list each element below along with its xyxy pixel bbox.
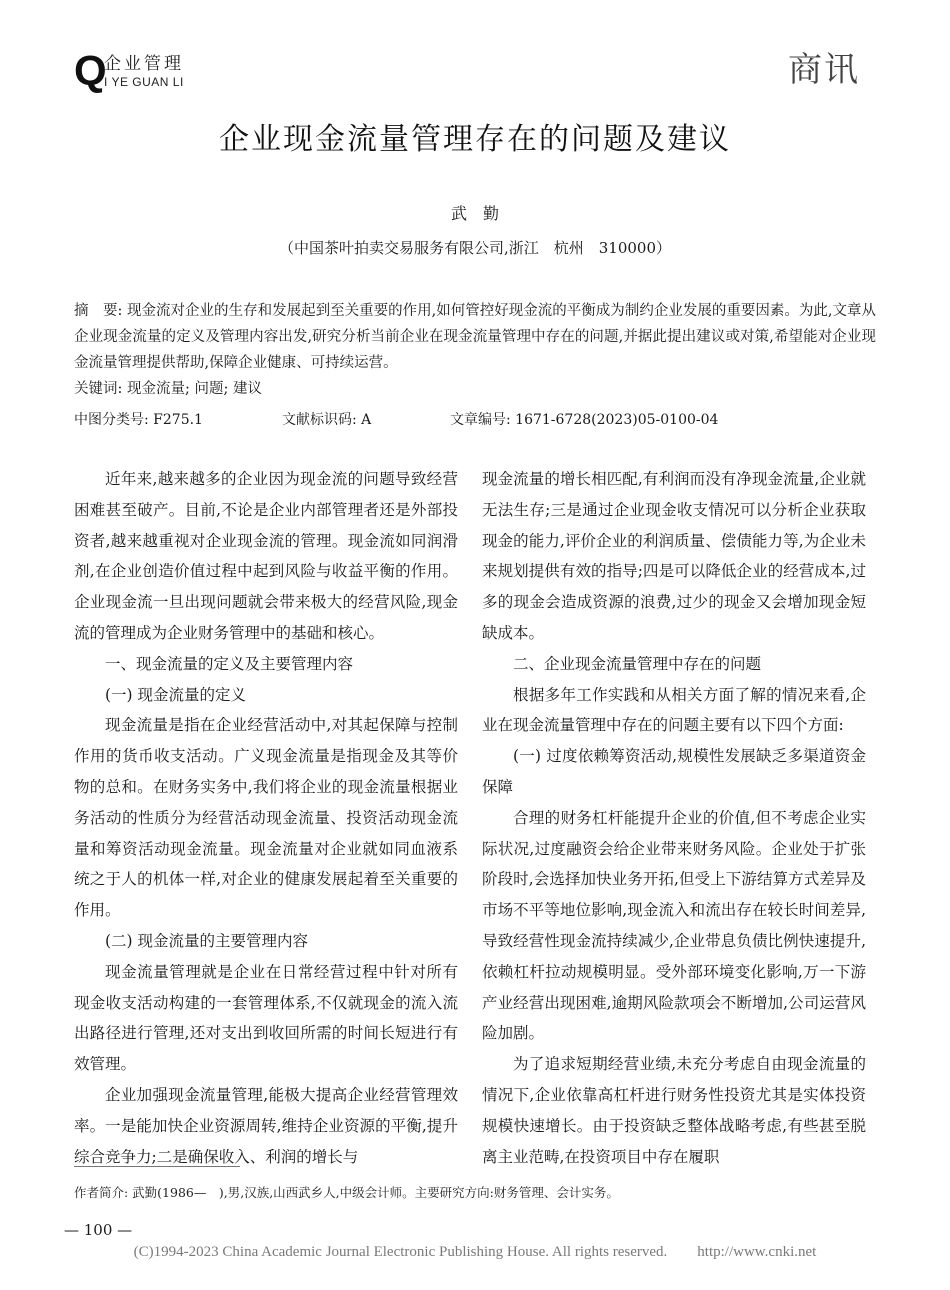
footnote-rule [74, 1166, 240, 1167]
paragraph: 现金流量的增长相匹配,有利润而没有净现金流量,企业就无法生存;三是通过企业现金收支情况可以分析企业获取现金的能力,评价企业的利润质量、偿债能力等,为企业未来规划提供有效的指导;四是可以降低企业的经营成本,过多的现金会造成资源的浪费,过少的现金又会增加现金短缺成本。 [482, 470, 866, 642]
article-number: 文章编号: 1671-6728(2023)05-0100-04 [450, 412, 719, 428]
abstract-label: 摘 要: [74, 303, 123, 319]
subsection-heading: (一) 过度依赖筹资活动,规模性发展缺乏多渠道资金保障 [482, 747, 866, 796]
body-column-left [74, 464, 458, 1172]
paragraph: 合理的财务杠杆能提升企业的价值,但不考虑企业实际状况,过度融资会给企业带来财务风险。企业处于扩张阶段时,会选择加快业务开拓,但受上下游结算方式差异及市场不平等地位影响,现金流入和流出存在较长时间差异,导致经营性现金流持续减少,企业带息负债比例快速提升,依赖杠杆拉动规模明显。受外部环境变化影响,万一下游产业经营出现困难,逾期风险款项会不断增加,公司运营风险加剧。 [482, 808, 866, 1043]
clc-number: 中图分类号: F275.1 [74, 412, 203, 428]
abstract-body [74, 298, 876, 376]
journal-logo-q: Q [74, 47, 107, 94]
article-title: 企业现金流量管理存在的问题及建议 [219, 122, 731, 157]
keywords [74, 376, 876, 402]
paragraph: 现金流量是指在企业经营活动中,对其起保障与控制作用的货币收支活动。广义现金流量是指现金及其等价物的总和。在财务实务中,我们将企业的现金流量根据业务活动的性质分为经营活动现金流量、投资活动现金流量和筹资活动现金流量。现金流量对企业就如同血液系统之于人的机体一样,对企业的健康发展起着至关重要的作用。 [74, 716, 458, 920]
page-number: — 100 — [64, 1221, 133, 1239]
section-heading: 一、现金流量的定义及主要管理内容 [105, 654, 354, 673]
paragraph: 企业加强现金流量管理,能极大提高企业经营管理效率。一是能加快企业资源周转,维持企业资源的平衡,提升综合竞争力;二是确保收入、利润的增长与 [74, 1085, 458, 1166]
subsection-heading: (一) 现金流量的定义 [105, 685, 247, 704]
keywords-label: 关键词: [74, 381, 123, 397]
abstract-text: 现金流对企业的生存和发展起到至关重要的作用,如何管控好现金流的平衡成为制约企业发展的重要因素。为此,文章从企业现金流量的定义及管理内容出发,研究分析当前企业在现金流量管理中存在的问题,并据此提出建议或对策,希望能对企业现金流量管理提供帮助,保障企业健康、可持续运营。 [74, 303, 877, 371]
paragraph: 现金流量管理就是企业在日常经营过程中针对所有现金收支活动构建的一套管理体系,不仅就现金的流入流出路径进行管理,还对支出到收回所需的时间长短进行有效管理。 [74, 962, 458, 1074]
paragraph: 为了追求短期经营业绩,未充分考虑自由现金流量的情况下,企业依靠高杠杆进行财务性投资尤其是实体投资规模快速增长。由于投资缺乏整体战略考虑,有些甚至脱离主业范畴,在投资项目中存在履职 [482, 1055, 866, 1166]
paragraph: 根据多年工作实践和从相关方面了解的情况来看,企业在现金流量管理中存在的问题主要有以下四个方面: [482, 685, 866, 735]
document-code: 文献标识码: A [282, 412, 372, 428]
keywords-text: 现金流量; 问题; 建议 [127, 381, 262, 397]
abstract [74, 298, 876, 402]
subsection-heading: (二) 现金流量的主要管理内容 [105, 931, 309, 950]
section-heading: 二、企业现金流量管理中存在的问题 [513, 654, 762, 673]
section-mark: 商讯 [788, 50, 860, 90]
paragraph: 近年来,越来越多的企业因为现金流的问题导致经营困难甚至破产。目前,不论是企业内部管理者还是外部投资者,越来越重视对企业现金流的管理。现金流如同润滑剂,在企业创造价值过程中起到风险与收益平衡的作用。企业现金流一旦出现问题就会带来极大的经营风险,现金流的管理成为企业财务管理中的基础和核心。 [74, 470, 458, 642]
author-footnote: 作者简介: 武勤(1986— ),男,汉族,山西武乡人,中级会计师。主要研究方向:财务管理、会计实务。 [74, 1185, 619, 1200]
body-column-right [482, 464, 866, 1172]
journal-name-en: I YE GUAN LI [104, 75, 184, 89]
journal-name-cn: 企业管理 [104, 54, 184, 74]
author-affiliation: （中国茶叶拍卖交易服务有限公司,浙江 杭州 310000） [278, 239, 672, 257]
author-name: 武 勤 [450, 204, 499, 223]
copyright-watermark: (C)1994-2023 China Academic Journal Electronic Publishing House. All rights reserved. http://www.cnki.net [133, 1244, 817, 1260]
